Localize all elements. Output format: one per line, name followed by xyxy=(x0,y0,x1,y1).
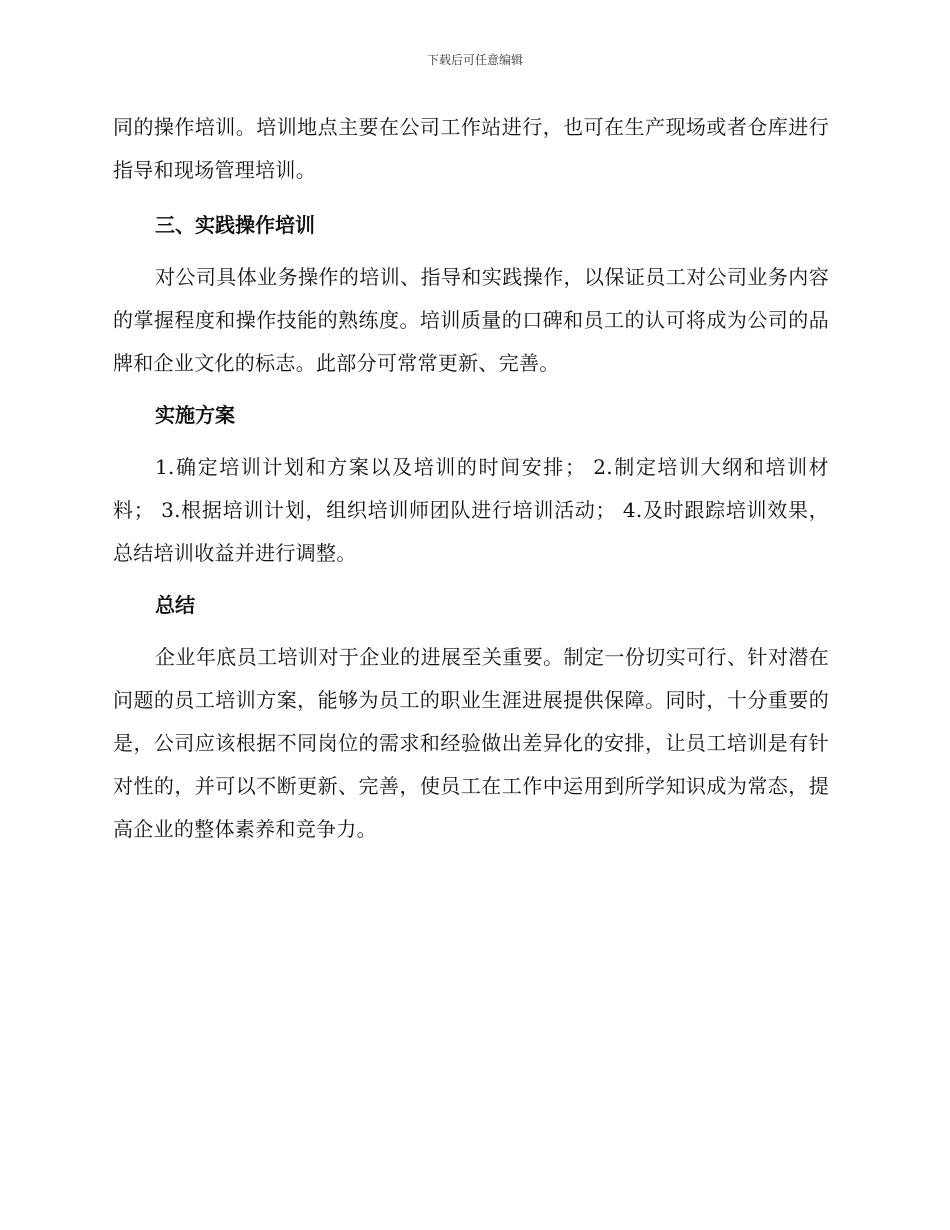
section-heading-summary: 总结 xyxy=(155,593,195,617)
summary-paragraph: 企业年底员工培训对于企业的进展至关重要。制定一份切实可行、针对潜在问题的员工培训方案，能够为员工的职业生涯进展提供保障。同时，十分重要的是，公司应该根据不同岗位的需求和经验做出差异化的安排，让员工培训是有针对性的，并可以不断更新、完善，使员工在工作中运用到所学知识成为常态，提高企业的整体素养和竞争力。 xyxy=(113,645,829,841)
document-body xyxy=(113,106,829,851)
intro-paragraph: 同的操作培训。培训地点主要在公司工作站进行，也可在生产现场或者仓库进行指导和现场管理培训。 xyxy=(113,115,829,182)
practice-training-paragraph: 对公司具体业务操作的培训、指导和实践操作，以保证员工对公司业务内容的掌握程度和操作技能的熟练度。培训质量的口碑和员工的认可将成为公司的品牌和企业文化的标志。此部分可常常更新、完善。 xyxy=(113,265,829,375)
section-heading-implementation-plan: 实施方案 xyxy=(155,403,235,427)
section-heading-practice-training: 三、实践操作培训 xyxy=(155,213,315,237)
implementation-plan-paragraph: 1.确定培训计划和方案以及培训的时间安排； 2.制定培训大纲和培训材料； 3.根据培训计划，组织培训师团队进行培训活动； 4.及时跟踪培训效果，总结培训收益并进行调整。 xyxy=(113,455,829,565)
page-header: 下载后可任意编辑 xyxy=(426,53,523,67)
